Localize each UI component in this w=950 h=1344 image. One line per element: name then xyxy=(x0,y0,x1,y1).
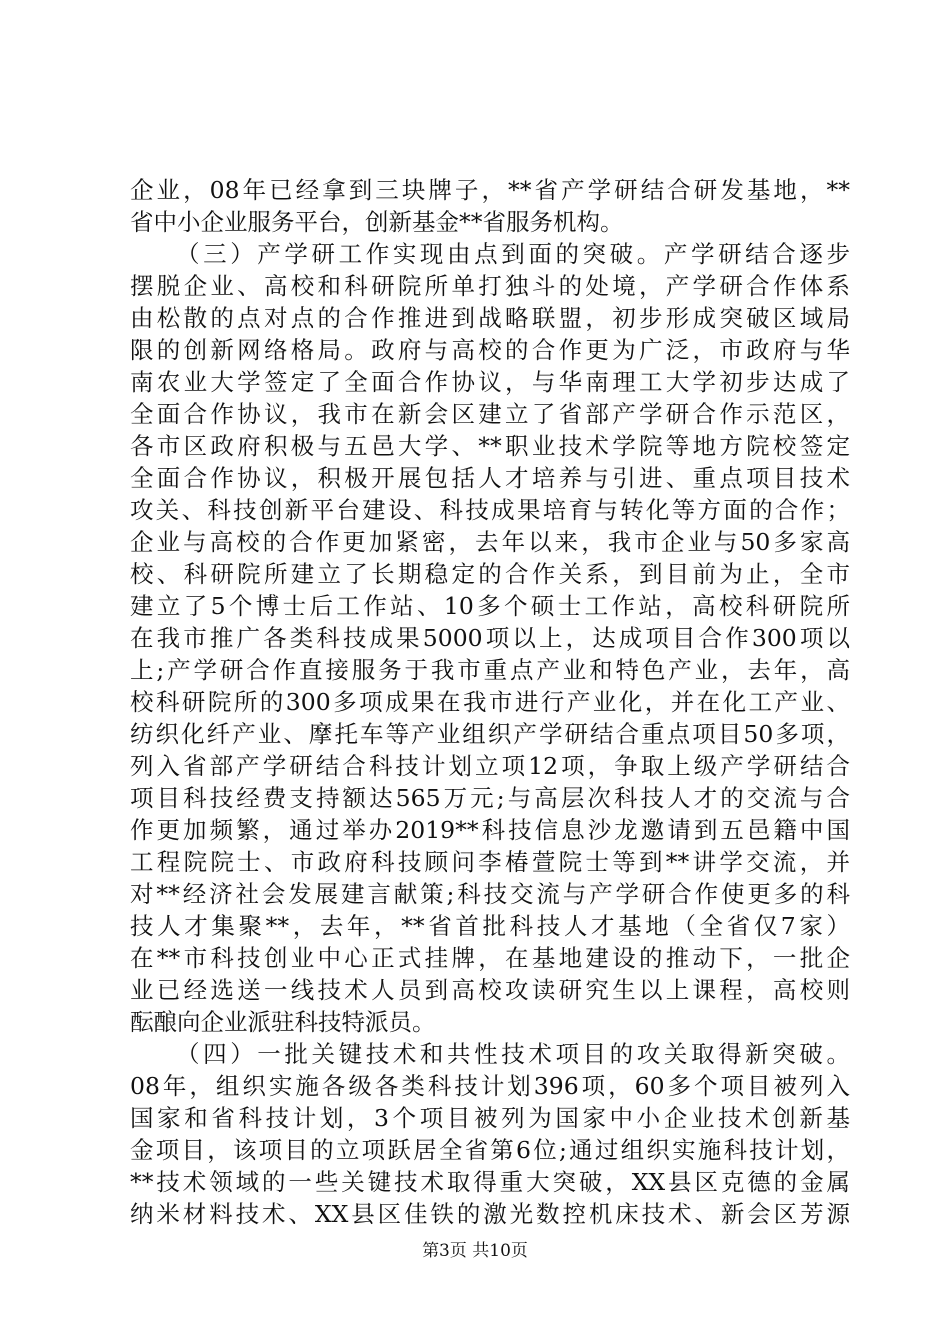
text-line: 校科研院所的300多项成果在我市进行产业化，并在化工产业、 xyxy=(130,688,850,716)
text-line: 作更加频繁，通过举办2019**科技信息沙龙邀请到五邑籍中国 xyxy=(130,816,850,844)
text-line: 国家和省科技计划，3个项目被列为国家中小企业技术创新基 xyxy=(130,1104,850,1132)
text-line: 由松散的点对点的合作推进到战略联盟，初步形成突破区域局 xyxy=(130,304,850,332)
text-line: 全面合作协议，积极开展包括人才培养与引进、重点项目技术 xyxy=(130,464,850,492)
text-line: 在我市推广各类科技成果5000项以上，达成项目合作300项以 xyxy=(130,624,850,652)
text-line: 全面合作协议，我市在新会区建立了省部产学研合作示范区， xyxy=(130,400,850,428)
text-line: 对**经济社会发展建言献策;科技交流与产学研合作使更多的科 xyxy=(130,880,850,908)
text-line: 纳米材料技术、XX县区佳铁的激光数控机床技术、新会区芳源 xyxy=(130,1200,850,1228)
text-line: 摆脱企业、高校和科研院所单打独斗的处境，产学研合作体系 xyxy=(130,272,850,300)
text-line: 08年，组织实施各级各类科技计划396项，60多个项目被列入 xyxy=(130,1072,850,1100)
text-line: **技术领域的一些关键技术取得重大突破，XX县区克德的金属 xyxy=(130,1168,850,1196)
text-line: 限的创新网络格局。政府与高校的合作更为广泛，市政府与华 xyxy=(130,336,850,364)
text-line: 金项目，该项目的立项跃居全省第6位;通过组织实施科技计划， xyxy=(130,1136,850,1164)
text-line: 工程院院士、市政府科技顾问李椿萱院士等到**讲学交流，并 xyxy=(130,848,850,876)
text-line: 各市区政府积极与五邑大学、**职业技术学院等地方院校签定 xyxy=(130,432,850,460)
text-line: （四）一批关键技术和共性技术项目的攻关取得新突破。 xyxy=(176,1040,850,1068)
text-line: 纺织化纤产业、摩托车等产业组织产学研结合重点项目50多项， xyxy=(130,720,850,748)
text-line: 南农业大学签定了全面合作协议，与华南理工大学初步达成了 xyxy=(130,368,850,396)
text-line: 项目科技经费支持额达565万元;与高层次科技人才的交流与合 xyxy=(130,784,850,812)
text-line: 攻关、科技创新平台建设、科技成果培育与转化等方面的合作； xyxy=(130,496,850,524)
text-line: 技人才集聚**，去年，**省首批科技人才基地（全省仅7家） xyxy=(130,912,850,940)
body-text xyxy=(130,174,850,1230)
text-line: 业已经选送一线技术人员到高校攻读研究生以上课程，高校则 xyxy=(130,976,850,1004)
text-line: 在**市科技创业中心正式挂牌，在基地建设的推动下，一批企 xyxy=(130,944,850,972)
text-line: 企业与高校的合作更加紧密，去年以来，我市企业与50多家高 xyxy=(130,528,850,556)
text-line: 校、科研院所建立了长期稳定的合作关系，到目前为止，全市 xyxy=(130,560,850,588)
text-line: 上;产学研合作直接服务于我市重点产业和特色产业，去年，高 xyxy=(130,656,850,684)
text-line: 列入省部产学研结合科技计划立项12项，争取上级产学研结合 xyxy=(130,752,850,780)
text-line: 酝酿向企业派驻科技特派员。 xyxy=(130,1008,436,1036)
text-line: 企业，08年已经拿到三块牌子，**省产学研结合研发基地，** xyxy=(130,176,850,204)
text-line: 省中小企业服务平台，创新基金**省服务机构。 xyxy=(130,208,624,236)
text-line: 建立了5个博士后工作站、10多个硕士工作站，高校科研院所 xyxy=(130,592,850,620)
page-footer: 第3页 共10页 xyxy=(422,1241,528,1261)
text-line: （三）产学研工作实现由点到面的突破。产学研结合逐步 xyxy=(176,240,850,268)
